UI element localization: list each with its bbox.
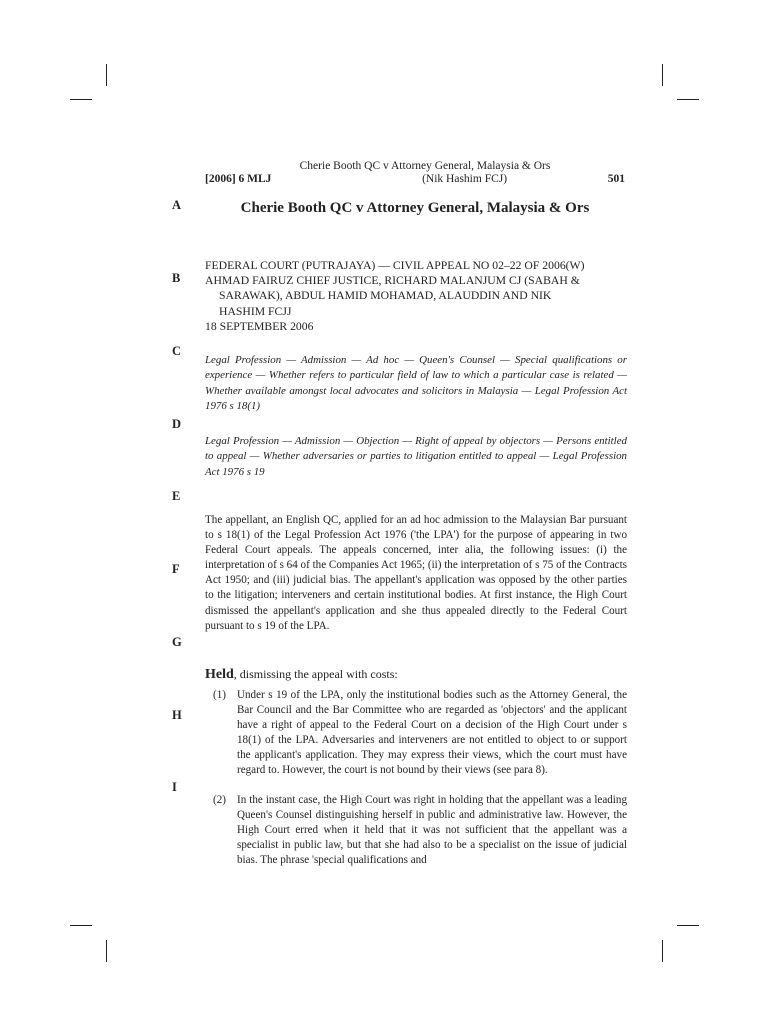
running-head <box>205 160 625 186</box>
margin-letter-i: I <box>172 780 177 794</box>
page-number: 501 <box>607 173 625 185</box>
margin-letter-a: A <box>172 198 182 212</box>
crop-mark-bottom-left-horizontal <box>70 925 92 926</box>
held-item-number: (2) <box>213 794 226 806</box>
court-bench-line: HASHIM FCJJ <box>219 304 292 318</box>
held-heading <box>205 667 398 683</box>
held-item-text: In the instant case, the High Court was right in holding that the appellant was a leading Queen's Counsel distinguishing herself in public and administrative law. However, the High Court erred when it held that it was not sufficient that the appellant was a specialist in public law, but that she had also to be a specialist on the issue of judicial bias. The phrase 'special qualifications and <box>237 794 627 867</box>
court-details <box>205 258 635 334</box>
court-line: FEDERAL COURT (PUTRAJAYA) — CIVIL APPEAL NO 02–22 OF 2006(W) <box>205 259 585 272</box>
court-bench-line: SARAWAK), ABDUL HAMID MOHAMAD, ALAUDDIN AND NIK <box>219 289 552 303</box>
held-item <box>213 688 627 779</box>
margin-letter-g: G <box>172 635 182 649</box>
crop-mark-bottom-left-vertical <box>106 940 107 962</box>
catchwords-1: Legal Profession — Admission — Ad hoc — Queen's Counsel — Special qualifications or experience — Whether refers to particular field of law to which a particular case is related — Whether available amongst local advocates and solicitors in Malaysia — Legal Profession Act 1976 s 18(1) <box>205 354 627 413</box>
crop-mark-bottom-right-vertical <box>662 940 663 962</box>
crop-mark-bottom-right-horizontal <box>677 925 699 926</box>
margin-letter-c: C <box>172 344 182 358</box>
margin-letter-d: D <box>172 417 182 431</box>
held-word: Held <box>205 667 234 682</box>
margin-letter-h: H <box>172 708 182 722</box>
court-bench-line: AHMAD FAIRUZ CHIEF JUSTICE, RICHARD MALANJUM CJ (SABAH & <box>205 274 580 288</box>
held-item <box>213 793 627 868</box>
margin-letter-f: F <box>172 562 180 576</box>
margin-letter-b: B <box>172 271 181 285</box>
crop-mark-top-left-vertical <box>106 64 107 86</box>
crop-mark-top-right-vertical <box>662 64 663 86</box>
held-item-text: Under s 19 of the LPA, only the institutional bodies such as the Attorney General, the Bar Council and the Bar Committee who are regarded as 'objectors' and the applicant have a right of appeal to the Federal Court on a decision of the High Court under s 18(1) of the LPA. Adversaries and interveners are not entitled to object to or support the applicant's application. They may express their views, which the court must have regard to. However, the court is not bound by their views (see para 8). <box>237 689 627 777</box>
judgment-date: 18 SEPTEMBER 2006 <box>205 319 314 333</box>
margin-letter-e: E <box>172 489 181 503</box>
running-head-citation: [2006] 6 MLJ <box>205 173 272 185</box>
held-rest: , dismissing the appeal with costs: <box>233 667 398 681</box>
crop-mark-top-left-horizontal <box>70 99 92 100</box>
held-item-number: (1) <box>213 689 226 701</box>
running-head-case-name: Cherie Booth QC v Attorney General, Malaysia & Ors <box>299 160 551 172</box>
case-title: Cherie Booth QC v Attorney General, Malaysia & Ors <box>240 200 590 216</box>
case-summary: The appellant, an English QC, applied for an ad hoc admission to the Malaysian Bar pursuant to s 18(1) of the Legal Profession Act 1976 ('the LPA') for the purpose of appearing in two Federal Court appeals. The appeals concerned, inter alia, the following issues: (i) the interpretation of s 64 of the Companies Act 1965; (ii) the interpretation of s 75 of the Contracts Act 1950; and (iii) judicial bias. The appellant's application was opposed by the other parties to the litigation; interveners and certain institutional bodies. At first instance, the High Court dismissed the appellant's application and she thus appealed directly to the Federal Court pursuant to s 19 of the LPA. <box>205 514 627 632</box>
crop-mark-top-right-horizontal <box>677 99 699 100</box>
catchwords-2: Legal Profession — Admission — Objection — Right of appeal by objectors — Persons entitled to appeal — Whether adversaries or parties to litigation entitled to appeal — Legal Profession Act 1976 s 19 <box>205 435 627 478</box>
running-head-judge: (Nik Hashim FCJ) <box>422 173 508 185</box>
